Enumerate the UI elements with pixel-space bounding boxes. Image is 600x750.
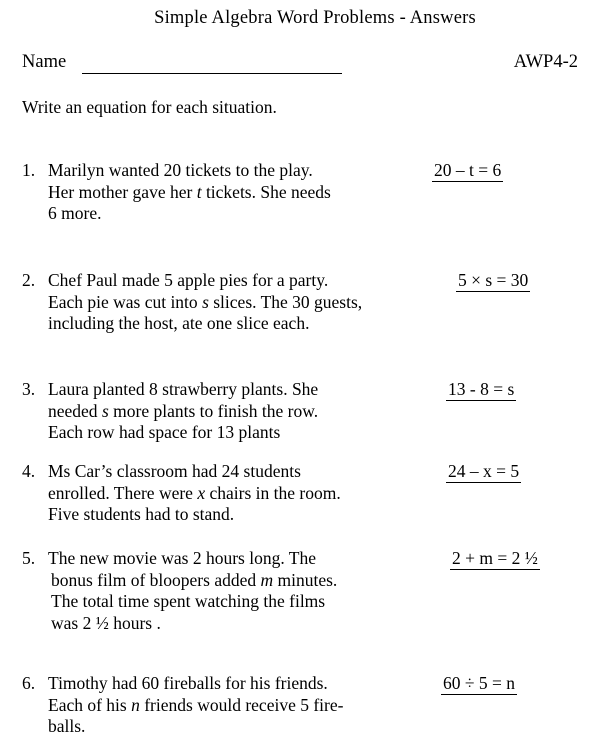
instruction-text: Write an equation for each situation. [22,97,277,117]
problem-line: Five students had to stand. [48,504,235,524]
problem-text [48,160,418,225]
problem-text [48,379,418,444]
problem-number: 4. [22,461,36,481]
problem-line: needed s more plants to finish the row. [48,400,319,421]
problem-text [48,673,418,738]
answer-equation: 5 × s = 30 [458,270,529,290]
problem-line: Each row had space for 13 plants [48,422,281,442]
problem-line: Her mother gave her t tickets. She needs [48,181,331,202]
problem-text [48,270,418,335]
problem-text [48,461,418,526]
problem-line: bonus film of bloopers added m minutes. [51,569,338,590]
problem-line: Each pie was cut into s slices. The 30 guests, [48,291,363,312]
problem-text [48,548,421,634]
answer-equation: 24 – x = 5 [448,461,520,481]
answer-equation: 60 ÷ 5 = n [443,673,515,693]
problem-line: Laura planted 8 strawberry plants. She [48,379,319,399]
problem-line: balls. [48,716,86,736]
answer-equation: 2 + m = 2 ½ [452,548,538,568]
problem-line: enrolled. There were x chairs in the room. [48,482,341,503]
problem-line: The total time spent watching the films [51,591,326,611]
answer-equation: 20 – t = 6 [434,160,502,180]
sheet-code: AWP4-2 [513,52,578,72]
name-blank-line[interactable] [82,73,342,74]
problem-line: including the host, ate one slice each. [48,313,310,333]
problem-line: The new movie was 2 hours long. The [48,548,316,568]
problem-line: Ms Car’s classroom had 24 students [48,461,301,481]
name-label: Name [22,52,67,72]
problem-number: 1. [22,160,36,180]
problem-number: 5. [22,548,36,568]
problem-line: was 2 ½ hours . [51,612,161,633]
problem-line: Marilyn wanted 20 tickets to the play. [48,160,313,180]
name-row [22,52,578,78]
problem-number: 3. [22,379,36,399]
problem-number: 6. [22,673,36,693]
problem-number: 2. [22,270,36,290]
problem-line: Each of his n friends would receive 5 fire- [48,694,344,715]
answer-equation: 13 - 8 = s [448,379,515,399]
problem-line: Timothy had 60 fireballs for his friends. [48,673,328,693]
problem-line: 6 more. [48,203,102,223]
page-title: Simple Algebra Word Problems - Answers [154,8,476,28]
problem-line: Chef Paul made 5 apple pies for a party. [48,270,329,290]
